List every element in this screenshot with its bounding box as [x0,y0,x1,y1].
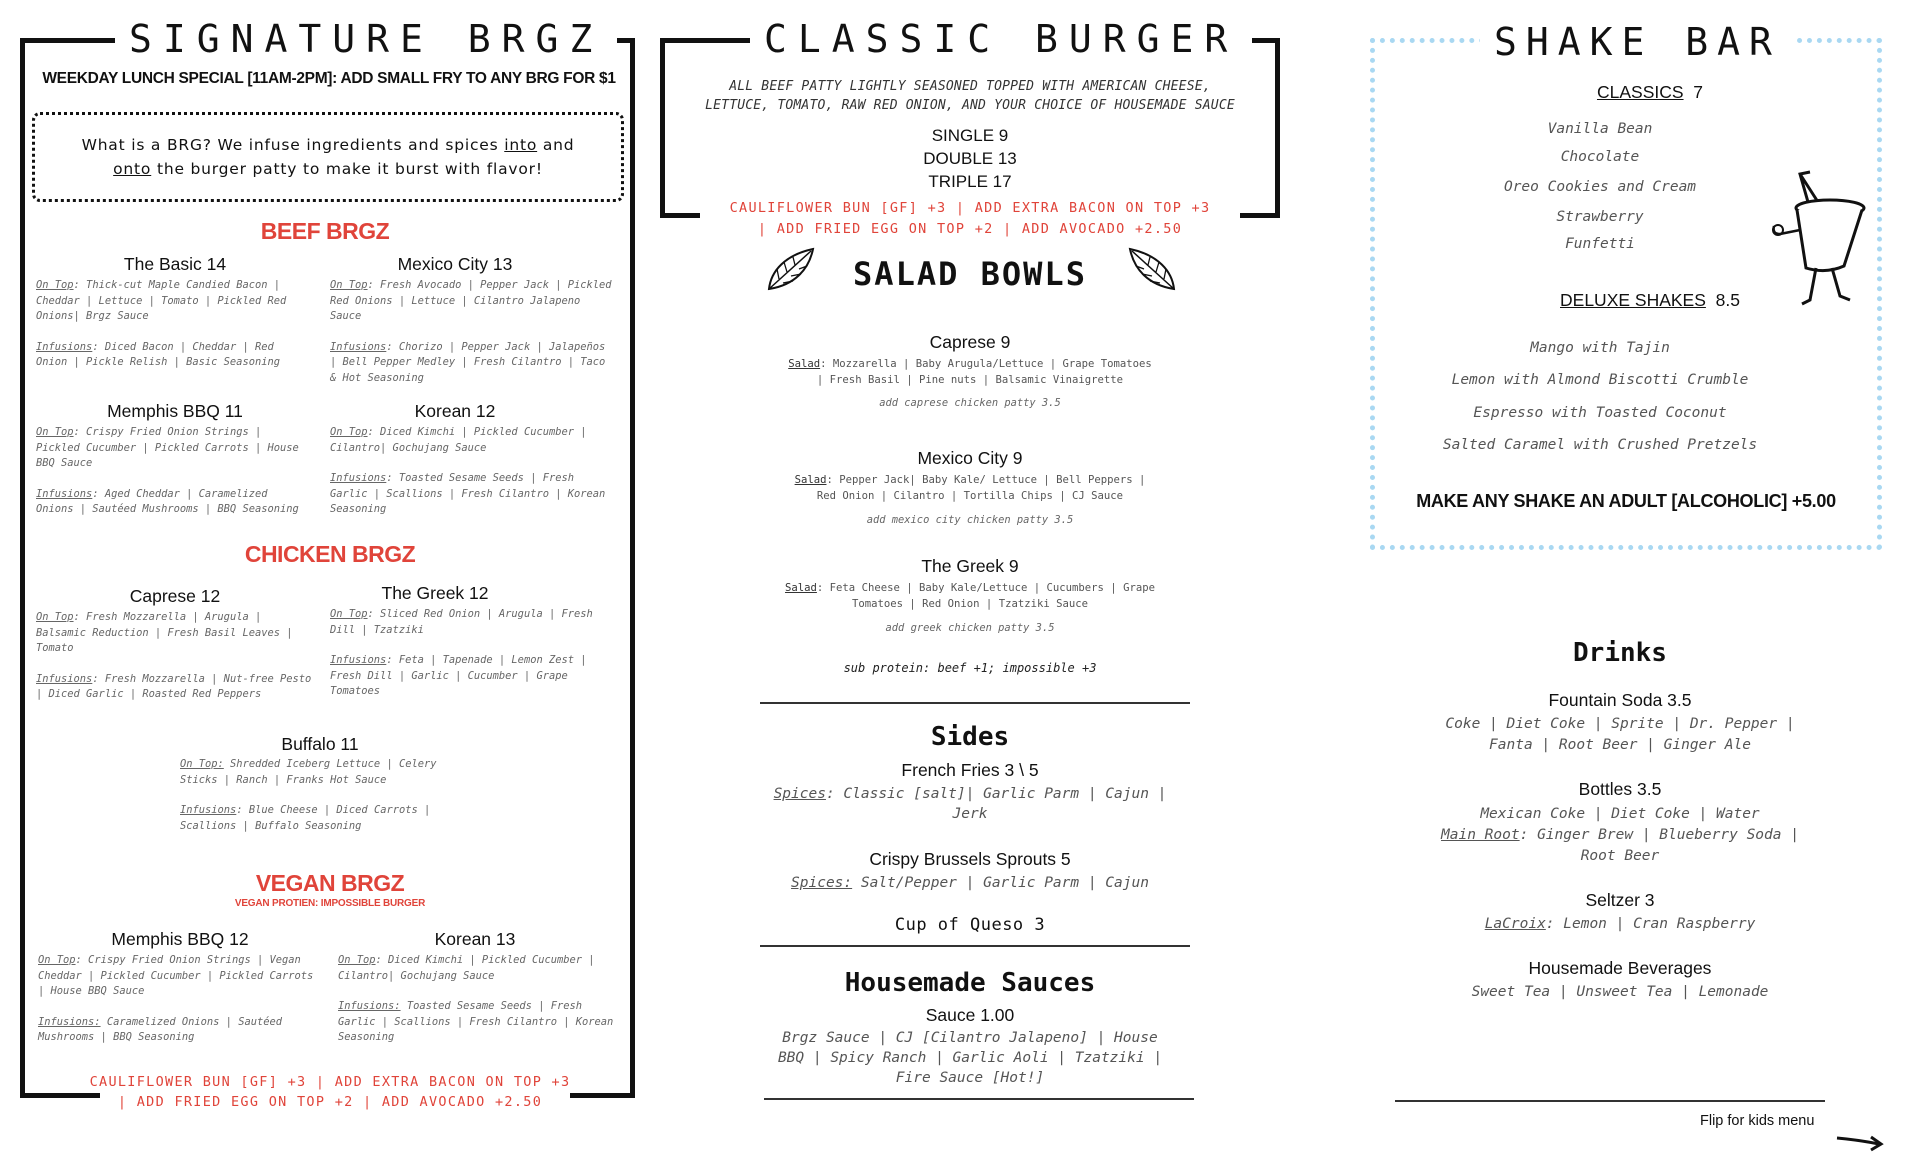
seltzer-desc: LaCroix: Lemon | Cran Raspberry [1484,916,1756,932]
chicken-greek-name: The Greek 12 [381,583,489,603]
beef-korean-name: Korean 12 [414,401,496,421]
shake-chocolate: Chocolate [1560,149,1640,165]
leaf-left-icon [763,245,823,295]
shake-mango: Mango with Tajin [1530,340,1670,356]
sides-title: Sides [930,722,1010,752]
beef-memphis-desc: On Top: Crispy Fried Onion Strings | Pickled Cucumber | Pickled Carrots | House BBQ Sauce Infusions: Aged Cheddar | Caramelized Onions | Sautéed Mushrooms | BBQ Seasoning [36,426,299,515]
vegan-korean-name: Korean 13 [434,929,516,949]
chicken-caprese-name: Caprese 12 [129,586,221,606]
sprouts-name: Crispy Brussels Sprouts 5 [869,849,1071,869]
shake-strawberry: Strawberry [1556,209,1644,225]
beef-basic-name: The Basic 14 [123,254,227,274]
divider-sauces [764,1098,1194,1100]
bottles-name: Bottles 3.5 [1578,779,1662,799]
salad-greek-desc: Salad: Feta Cheese | Baby Kale/Lettuce | Cucumbers | Grape Tomatoes | Red Onion | Tzatziki Sauce [785,582,1155,610]
classic-extras-line1: CAULIFLOWER BUN [GF] +3 | ADD EXTRA BACON ON TOP +3 [729,200,1211,216]
shake-vanilla: Vanilla Bean [1547,121,1653,137]
shake-funfetti: Funfetti [1565,236,1635,252]
shake-title: SHAKE BAR [1480,20,1795,64]
chicken-brgz-heading: CHICKEN BRGZ [244,541,416,567]
sauces-list: Brgz Sauce | CJ [Cilantro Jalapeno] | House BBQ | Spicy Ranch | Garlic Aoli | Tzatziki | Fire Sauce [Hot!] [777,1030,1163,1086]
fries-desc: Spices: Classic [salt]| Garlic Parm | Cajun | Jerk [773,786,1167,822]
house-beverages-desc: Sweet Tea | Unsweet Tea | Lemonade [1471,984,1769,1000]
classic-extras-line2: | ADD FRIED EGG ON TOP +2 | ADD AVOCADO +2.50 [757,221,1183,237]
vegan-memphis-name: Memphis BBQ 12 [111,929,249,949]
signature-extras [40,1072,620,1112]
seltzer-name: Seltzer 3 [1585,890,1655,910]
classic-desc-line1: ALL BEEF PATTY LIGHTLY SEASONED TOPPED WITH AMERICAN CHEESE, [729,79,1211,94]
salad-bowls-title: SALAD BOWLS [853,255,1087,293]
classic-size-triple: TRIPLE 17 [928,172,1012,191]
chicken-greek-desc: On Top: Sliced Red Onion | Arugula | Fresh Dill | Tzatziki Infusions: Feta | Tapenade | Lemon Zest | Fresh Dill | Garlic | Cucumber | Grape Tomatoes [330,608,593,697]
signature-extras-line2: | ADD FRIED EGG ON TOP +2 | ADD AVOCADO +2.50 [117,1094,543,1110]
divider-salads [760,702,1190,704]
vegan-brgz-heading: VEGAN BRGZ [255,870,405,896]
shake-oreo: Oreo Cookies and Cream [1503,179,1697,195]
vegan-korean-desc: On Top: Diced Kimchi | Pickled Cucumber | Cilantro| Gochujang Sauce Infusions: Toasted Sesame Seeds | Fresh Garlic | Scallions | Fresh Cilantro | Korean Seasoning [338,954,614,1043]
sauces-title: Housemade Sauces [844,968,1096,998]
chicken-buffalo-name: Buffalo 11 [281,734,359,754]
vegan-subtitle: VEGAN PROTIEN: IMPOSSIBLE BURGER [234,898,426,909]
divider-sides [760,945,1190,947]
sub-protein: sub protein: beef +1; impossible +3 [843,661,1097,675]
divider-drinks [1395,1100,1825,1102]
classic-title: CLASSIC BURGER [750,17,1252,61]
signature-title: SIGNATURE BRGZ [115,17,617,61]
classic-sizes [870,124,1070,193]
salad-caprese-desc: Salad: Mozzarella | Baby Arugula/Lettuce | Grape Tomatoes | Fresh Basil | Pine nuts | Balsamic Vinaigrette [788,358,1152,386]
salad-greek-addon: add greek chicken patty 3.5 [885,622,1055,634]
bottles-desc: Mexican Coke | Diet Coke | Water Main Root: Ginger Brew | Blueberry Soda | Root Beer [1441,806,1799,864]
classic-description [665,77,1275,115]
classic-size-single: SINGLE 9 [931,126,1009,145]
brg-intro-box [32,112,624,202]
beef-basic-desc: On Top: Thick-cut Maple Candied Bacon | Cheddar | Lettuce | Tomato | Pickled Red Onions| Brgz Sauce Infusions: Diced Bacon | Cheddar | Red Onion | Pickle Relish | Basic Seasoning [36,279,287,368]
fountain-name: Fountain Soda 3.5 [1548,690,1692,710]
beef-brgz-heading: BEEF BRGZ [260,218,390,244]
salad-mexico-desc: Salad: Pepper Jack| Baby Kale/ Lettuce | Bell Peppers | Red Onion | Cilantro | Tortilla Chips | CJ Sauce [794,474,1146,502]
drinks-title: Drinks [1573,638,1667,668]
beef-memphis-name: Memphis BBQ 11 [107,401,243,421]
brg-intro-line1: What is a BRG? We infuse ingredients and spices into and [81,136,575,154]
fries-name: French Fries 3 \ 5 [901,760,1039,780]
classics-heading: CLASSICS 7 [1596,82,1704,102]
adult-shake: MAKE ANY SHAKE AN ADULT [ALCOHOLIC] +5.00 [1416,491,1836,511]
vegan-memphis-desc: On Top: Crispy Fried Onion Strings | Vegan Cheddar | Pickled Cucumber | Pickled Carrots | House BBQ Sauce Infusions: Caramelized Onions | Sautéed Mushrooms | BBQ Seasoning [38,954,314,1043]
house-beverages-name: Housemade Beverages [1528,958,1712,978]
shake-lemon: Lemon with Almond Biscotti Crumble [1451,372,1749,388]
flip-kids-menu: Flip for kids menu [1700,1113,1815,1129]
shake-caramel: Salted Caramel with Crushed Pretzels [1442,437,1758,453]
shake-espresso: Espresso with Toasted Coconut [1473,405,1727,421]
salad-greek-name: The Greek 9 [921,556,1019,576]
fountain-desc: Coke | Diet Coke | Sprite | Dr. Pepper | Fanta | Root Beer | Ginger Ale [1445,716,1795,753]
classic-size-double: DOUBLE 13 [923,149,1017,168]
arrow-right-icon [1835,1132,1885,1152]
brg-intro-line2: onto the burger patty to make it burst with flavor! [113,160,543,178]
classic-desc-line2: LETTUCE, TOMATO, RAW RED ONION, AND YOUR CHOICE OF HOUSEMADE SAUCE [705,98,1235,113]
salad-mexico-addon: add mexico city chicken patty 3.5 [866,514,1074,526]
classic-extras [660,198,1280,240]
signature-extras-line1: CAULIFLOWER BUN [GF] +3 | ADD EXTRA BACON ON TOP +3 [89,1074,571,1090]
queso: Cup of Queso 3 [894,915,1046,935]
sprouts-desc: Spices: Salt/Pepper | Garlic Parm | Cajun [791,875,1149,891]
chicken-caprese-desc: On Top: Fresh Mozzarella | Arugula | Balsamic Reduction | Fresh Basil Leaves | Tomato Infusions: Fresh Mozzarella | Nut-free Pesto | Diced Garlic | Roasted Red Peppers [36,611,312,700]
leaf-right-icon [1120,245,1180,295]
beef-mexico-desc: On Top: Fresh Avocado | Pepper Jack | Pickled Red Onions | Lettuce | Cilantro Jalapeno Sauce Infusions: Chorizo | Pepper Jack | Jalapeños | Bell Pepper Medley | Fresh Cilantro | Taco & Hot Seasoning [330,279,612,384]
beef-korean-desc: On Top: Diced Kimchi | Pickled Cucumber | Cilantro| Gochujang Sauce Infusions: Toasted Sesame Seeds | Fresh Garlic | Scallions | Fresh Cilantro | Korean Seasoning [330,426,606,515]
chicken-buffalo-desc: On Top: Shredded Iceberg Lettuce | Celery Sticks | Ranch | Franks Hot Sauce Infusions: Blue Cheese | Diced Carrots | Scallions | Buffalo Seasoning [180,758,437,832]
sauce-price: Sauce 1.00 [925,1005,1015,1025]
salad-caprese-addon: add caprese chicken patty 3.5 [879,397,1061,409]
deluxe-heading: DELUXE SHAKES 8.5 [1560,290,1740,310]
lunch-special: WEEKDAY LUNCH SPECIAL [11AM-2PM]: ADD SMALL FRY TO ANY BRG FOR $1 [42,70,616,87]
beef-mexico-name: Mexico City 13 [397,254,513,274]
salad-mexico-name: Mexico City 9 [917,448,1023,468]
salad-caprese-name: Caprese 9 [929,332,1011,352]
